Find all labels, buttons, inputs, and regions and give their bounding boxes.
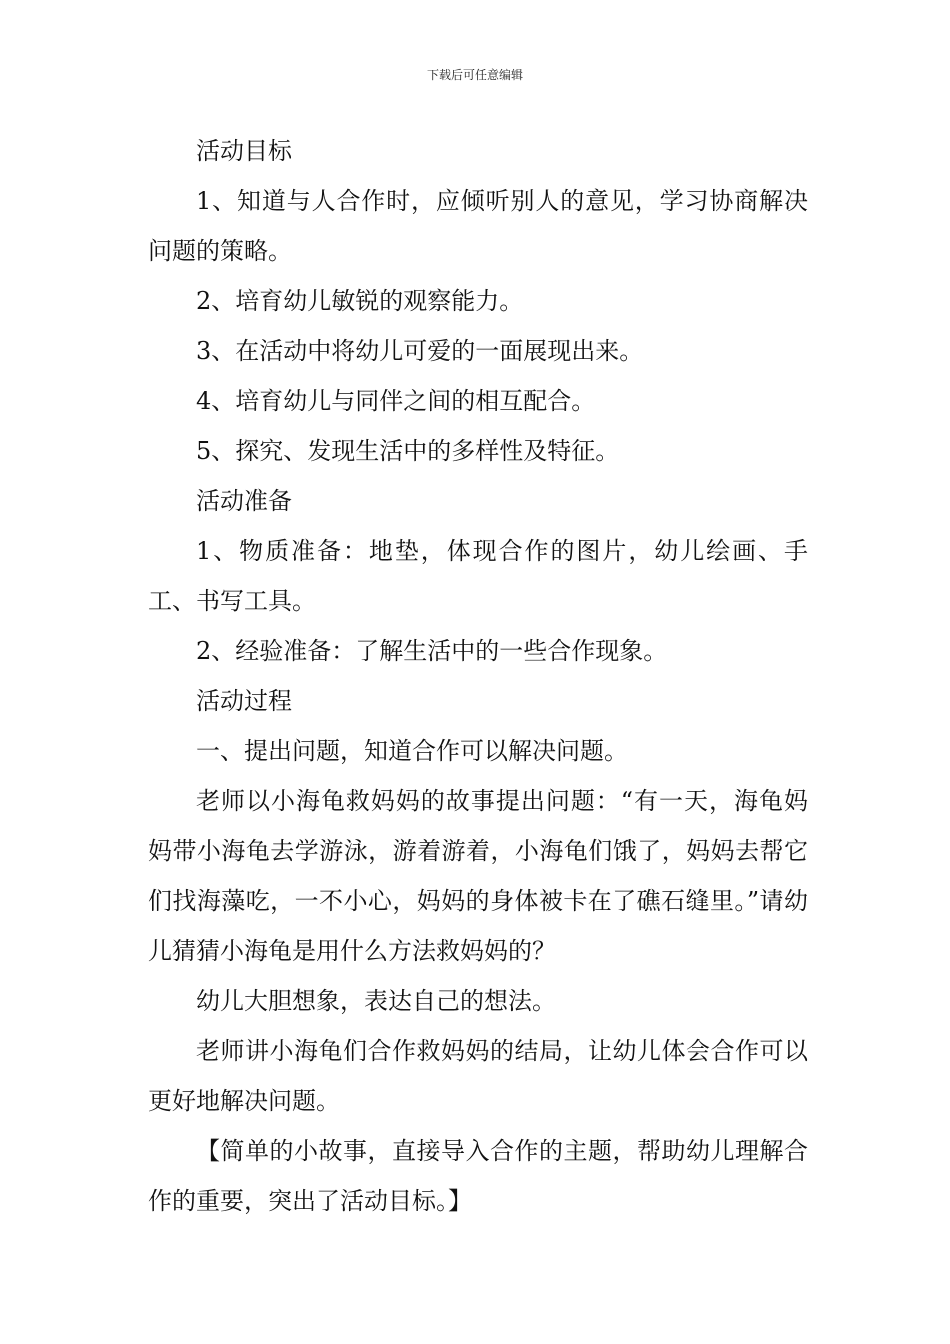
process-step-1: 一、提出问题，知道合作可以解决问题。 — [196, 737, 628, 765]
prep-item-1: 1、物质准备：地垫，体现合作的图片，幼儿绘画、手工、书写工具。 — [148, 537, 808, 615]
comment-paragraph: 【简单的小故事，直接导入合作的主题，帮助幼儿理解合作的重要，突出了活动目标。】 — [148, 1137, 808, 1215]
imagine-paragraph: 幼儿大胆想象，表达自己的想法。 — [196, 987, 556, 1015]
document-body — [148, 126, 808, 1226]
prep-item-2: 2、经验准备：了解生活中的一些合作现象。 — [196, 637, 668, 665]
goal-item-4: 4、培育幼儿与同伴之间的相互配合。 — [196, 387, 596, 415]
section-title-preparation: 活动准备 — [196, 487, 292, 515]
goal-item-3: 3、在活动中将幼儿可爱的一面展现出来。 — [196, 337, 644, 365]
page-header-note: 下载后可任意编辑 — [426, 68, 523, 82]
goal-item-1: 1、知道与人合作时，应倾听别人的意见，学习协商解决问题的策略。 — [148, 187, 808, 265]
section-title-goals: 活动目标 — [196, 137, 292, 165]
story-paragraph: 老师以小海龟救妈妈的故事提出问题：“有一天，海龟妈妈带小海龟去学游泳，游着游着，小海龟们饿了，妈妈去帮它们找海藻吃，一不小心，妈妈的身体被卡在了礁石缝里。”请幼儿猜猜小海龟是用什么方法救妈妈的？ — [148, 787, 808, 965]
section-title-process: 活动过程 — [196, 687, 292, 715]
ending-paragraph: 老师讲小海龟们合作救妈妈的结局，让幼儿体会合作可以更好地解决问题。 — [148, 1037, 808, 1115]
goal-item-2: 2、培育幼儿敏锐的观察能力。 — [196, 287, 524, 315]
goal-item-5: 5、探究、发现生活中的多样性及特征。 — [196, 437, 620, 465]
